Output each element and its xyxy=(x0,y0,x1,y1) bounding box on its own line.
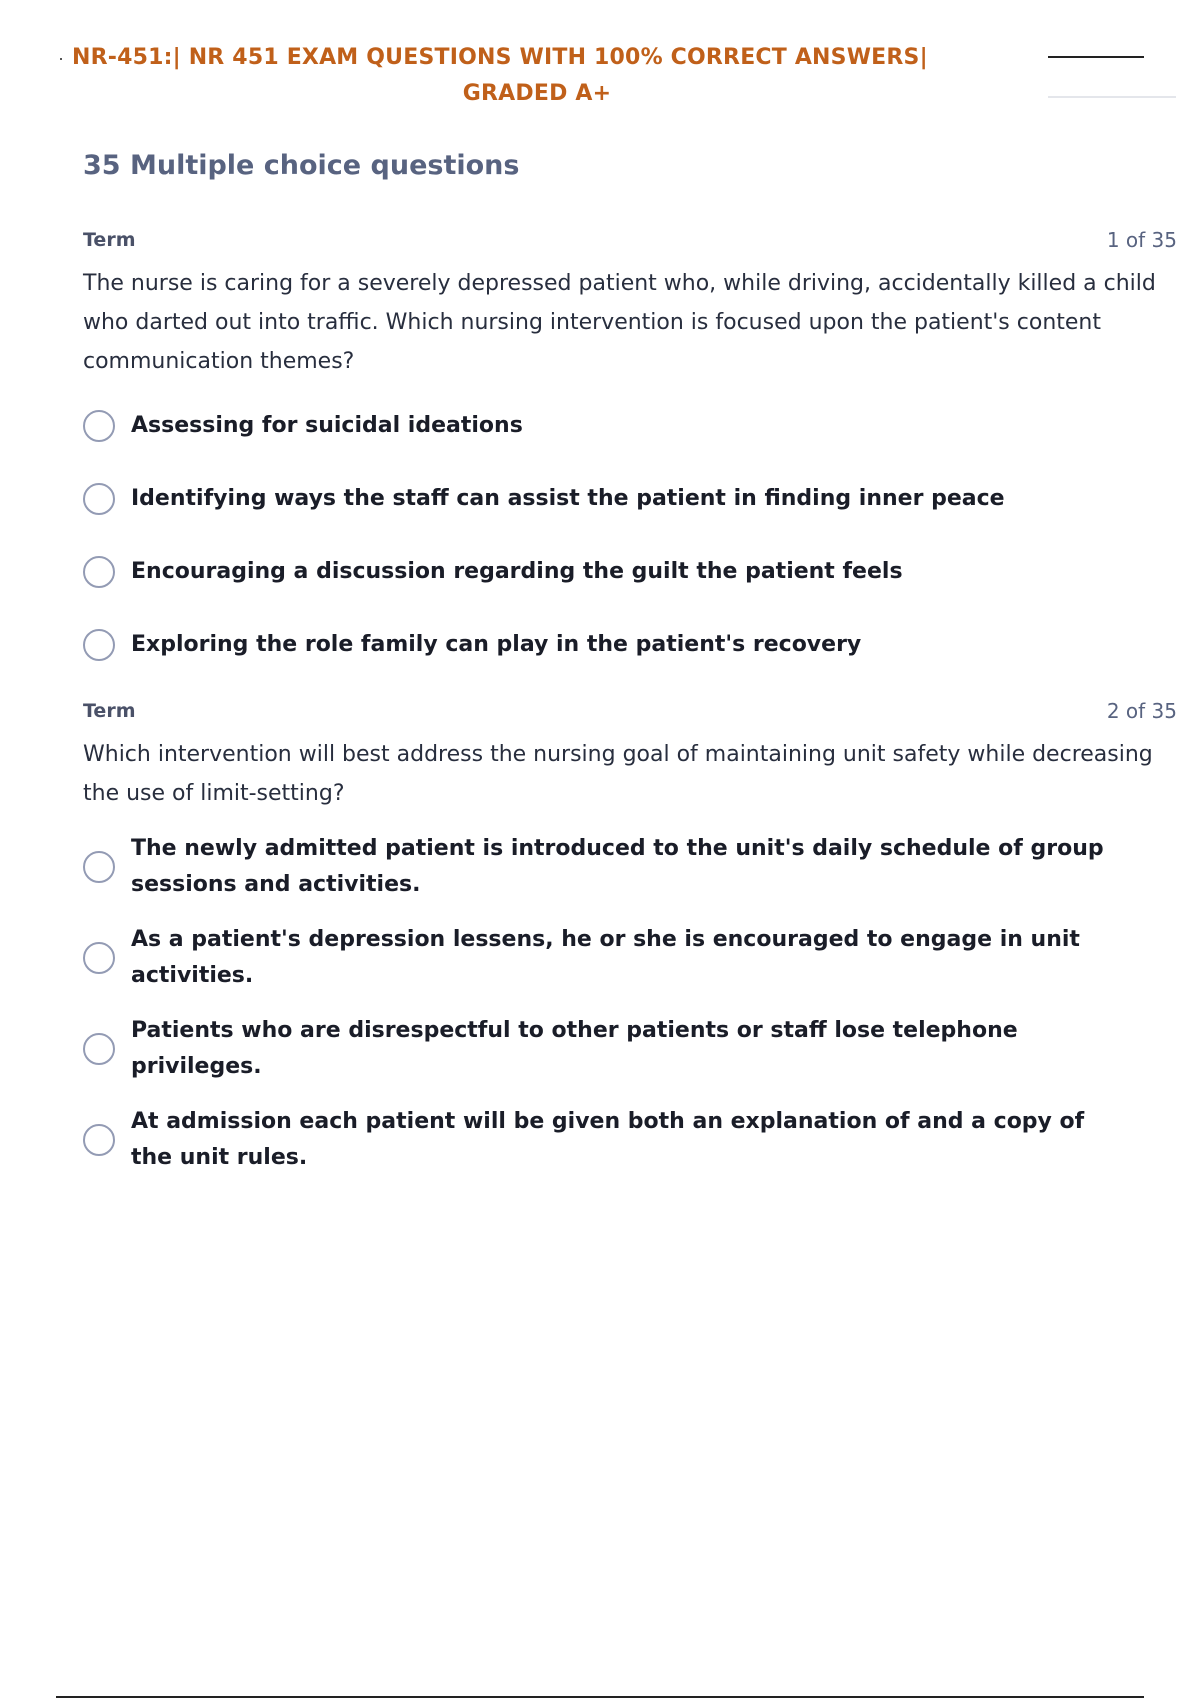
question-counter: 1 of 35 xyxy=(1106,228,1177,252)
answer-option-label: Exploring the role family can play in the patient's recovery xyxy=(131,632,862,657)
radio-button-icon[interactable] xyxy=(83,942,115,974)
answer-option-label: The newly admitted patient is introduced to the unit's daily schedule of group sessions and activities. xyxy=(131,836,1104,897)
header-rule-light xyxy=(1048,96,1176,98)
answer-option-label: Encouraging a discussion regarding the guilt the patient feels xyxy=(131,559,903,584)
document-header xyxy=(72,40,1002,112)
term-label: Term xyxy=(83,700,136,722)
question-text: Which intervention will best address the nursing goal of maintaining unit safety while decreasing the use of limit-setting? xyxy=(83,742,1153,806)
term-label: Term xyxy=(83,229,136,251)
answer-option-a[interactable] xyxy=(83,399,1177,453)
answer-option-b[interactable] xyxy=(83,472,1177,526)
radio-button-icon[interactable] xyxy=(83,556,115,588)
question-card-1 xyxy=(83,226,1177,691)
answer-option-d[interactable] xyxy=(83,618,1177,672)
question-card-2 xyxy=(83,697,1177,1195)
answer-option-c[interactable] xyxy=(83,1013,1177,1085)
header-dot xyxy=(60,58,62,60)
answer-options xyxy=(83,399,1177,672)
question-counter: 2 of 35 xyxy=(1106,699,1177,723)
question-header xyxy=(83,697,1177,725)
answer-option-label: Identifying ways the staff can assist the patient in finding inner peace xyxy=(131,486,1005,511)
answer-option-a[interactable] xyxy=(83,831,1177,903)
radio-button-icon[interactable] xyxy=(83,1033,115,1065)
answer-option-label: As a patient's depression lessens, he or she is encouraged to engage in unit activities. xyxy=(131,927,1080,988)
answer-option-label: Assessing for suicidal ideations xyxy=(131,413,523,438)
radio-button-icon[interactable] xyxy=(83,483,115,515)
document-title-line-2: GRADED A+ xyxy=(462,81,612,106)
header-rule xyxy=(1048,56,1144,58)
answer-option-c[interactable] xyxy=(83,545,1177,599)
radio-button-icon[interactable] xyxy=(83,410,115,442)
document-title-line-1: NR-451:| NR 451 EXAM QUESTIONS WITH 100% CORRECT ANSWERS| xyxy=(72,45,928,70)
answer-option-b[interactable] xyxy=(83,922,1177,994)
radio-button-icon[interactable] xyxy=(83,851,115,883)
answer-option-label: Patients who are disrespectful to other patients or staff lose telephone privileges. xyxy=(131,1018,1018,1079)
answer-option-d[interactable] xyxy=(83,1104,1177,1176)
question-header xyxy=(83,226,1177,254)
radio-button-icon[interactable] xyxy=(83,1124,115,1156)
footer-rule xyxy=(56,1696,1144,1698)
question-text: The nurse is caring for a severely depressed patient who, while driving, accidentally killed a child who darted out into traffic. Which nursing intervention is focused upon the patient's content communication themes? xyxy=(83,271,1156,374)
radio-button-icon[interactable] xyxy=(83,629,115,661)
answer-options xyxy=(83,831,1177,1176)
set-title: 35 Multiple choice questions xyxy=(83,150,520,181)
answer-option-label: At admission each patient will be given both an explanation of and a copy of the unit rules. xyxy=(131,1109,1085,1170)
